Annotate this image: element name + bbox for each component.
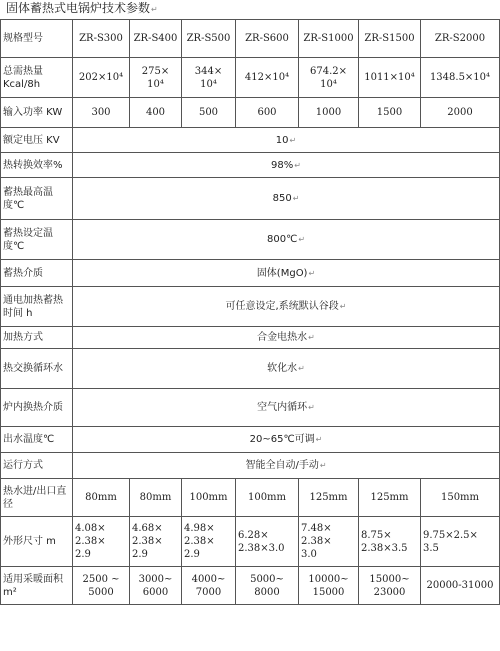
table-row-pipe (1, 479, 500, 517)
row-label-pipe: 热水进/出口直径 (1, 479, 73, 517)
size-cell: 4.98× 2.38× 2.9 (182, 517, 236, 567)
model-cell: ZR-S600 (236, 20, 299, 58)
heat-cell: 674.2× 10⁴ (299, 58, 359, 98)
heating-method-value: 合金电热水↵ (73, 327, 500, 349)
table-row-power (1, 98, 500, 128)
area-cell: 20000-31000 (421, 567, 500, 605)
model-cell: ZR-S500 (182, 20, 236, 58)
model-cell: ZR-S400 (130, 20, 182, 58)
model-cell: ZR-S300 (73, 20, 130, 58)
spec-table (0, 19, 500, 605)
voltage-value: 10↵ (73, 128, 500, 153)
heat-cell: 412×10⁴ (236, 58, 299, 98)
table-row-outlet-temp (1, 427, 500, 453)
pipe-cell: 150mm (421, 479, 500, 517)
size-cell: 4.08× 2.38× 2.9 (73, 517, 130, 567)
model-cell: ZR-S1500 (359, 20, 421, 58)
area-cell: 5000~ 8000 (236, 567, 299, 605)
set-temp-value: 800℃↵ (73, 220, 500, 260)
row-label-set-temp: 蓄热设定温度℃ (1, 220, 73, 260)
table-row-heating-time (1, 287, 500, 327)
model-cell: ZR-S2000 (421, 20, 500, 58)
table-row-area (1, 567, 500, 605)
power-cell: 300 (73, 98, 130, 128)
area-cell: 2500 ~ 5000 (73, 567, 130, 605)
row-label-furnace: 炉内换热介质 (1, 389, 73, 427)
pipe-cell: 100mm (236, 479, 299, 517)
row-label-heat: 总需热量Kcal/8h (1, 58, 73, 98)
table-row-heating-method (1, 327, 500, 349)
furnace-value: 空气内循环↵ (73, 389, 500, 427)
row-label-size: 外形尺寸 m (1, 517, 73, 567)
heat-cell: 344× 10⁴ (182, 58, 236, 98)
circ-water-value: 软化水↵ (73, 349, 500, 389)
table-row-size (1, 517, 500, 567)
medium-value: 固体(MgO)↵ (73, 260, 500, 287)
size-cell: 4.68× 2.38× 2.9 (130, 517, 182, 567)
table-row-efficiency (1, 153, 500, 178)
outlet-temp-value: 20~65℃可调↵ (73, 427, 500, 453)
heat-cell: 1011×10⁴ (359, 58, 421, 98)
size-cell: 9.75×2.5× 3.5 (421, 517, 500, 567)
operation-value: 智能全自动/手动↵ (73, 453, 500, 479)
size-cell: 6.28× 2.38×3.0 (236, 517, 299, 567)
area-cell: 3000~ 6000 (130, 567, 182, 605)
power-cell: 1000 (299, 98, 359, 128)
table-row-set-temp (1, 220, 500, 260)
table-row-operation (1, 453, 500, 479)
table-row-furnace (1, 389, 500, 427)
row-label-operation: 运行方式 (1, 453, 73, 479)
row-label-max-temp: 蓄热最高温度℃ (1, 178, 73, 220)
pipe-cell: 80mm (130, 479, 182, 517)
pipe-cell: 100mm (182, 479, 236, 517)
row-label-model: 规格型号 (1, 20, 73, 58)
area-cell: 15000~ 23000 (359, 567, 421, 605)
row-label-area: 适用采暖面积 m² (1, 567, 73, 605)
power-cell: 1500 (359, 98, 421, 128)
heat-cell: 202×10⁴ (73, 58, 130, 98)
row-label-heating-time: 通电加热蓄热时间 h (1, 287, 73, 327)
row-label-medium: 蓄热介质 (1, 260, 73, 287)
pipe-cell: 125mm (299, 479, 359, 517)
heat-cell: 275× 10⁴ (130, 58, 182, 98)
row-label-outlet-temp: 出水温度℃ (1, 427, 73, 453)
power-cell: 500 (182, 98, 236, 128)
table-row-max-temp (1, 178, 500, 220)
row-label-circ-water: 热交换循环水 (1, 349, 73, 389)
table-row-heat (1, 58, 500, 98)
area-cell: 10000~ 15000 (299, 567, 359, 605)
efficiency-value: 98%↵ (73, 153, 500, 178)
model-cell: ZR-S1000 (299, 20, 359, 58)
heating-time-value: 可任意设定,系统默认谷段↵ (73, 287, 500, 327)
area-cell: 4000~ 7000 (182, 567, 236, 605)
pipe-cell: 125mm (359, 479, 421, 517)
power-cell: 400 (130, 98, 182, 128)
row-label-power: 输入功率 KW (1, 98, 73, 128)
pipe-cell: 80mm (73, 479, 130, 517)
size-cell: 7.48× 2.38× 3.0 (299, 517, 359, 567)
power-cell: 600 (236, 98, 299, 128)
table-row-circ-water (1, 349, 500, 389)
size-cell: 8.75× 2.38×3.5 (359, 517, 421, 567)
row-label-heating-method: 加热方式 (1, 327, 73, 349)
row-label-efficiency: 热转换效率% (1, 153, 73, 178)
max-temp-value: 850↵ (73, 178, 500, 220)
document-title: 固体蓄热式电锅炉技术参数↵ (6, 1, 158, 15)
table-row-medium (1, 260, 500, 287)
table-row-model (1, 20, 500, 58)
heat-cell: 1348.5×10⁴ (421, 58, 500, 98)
row-label-voltage: 额定电压 KV (1, 128, 73, 153)
table-row-voltage (1, 128, 500, 153)
power-cell: 2000 (421, 98, 500, 128)
